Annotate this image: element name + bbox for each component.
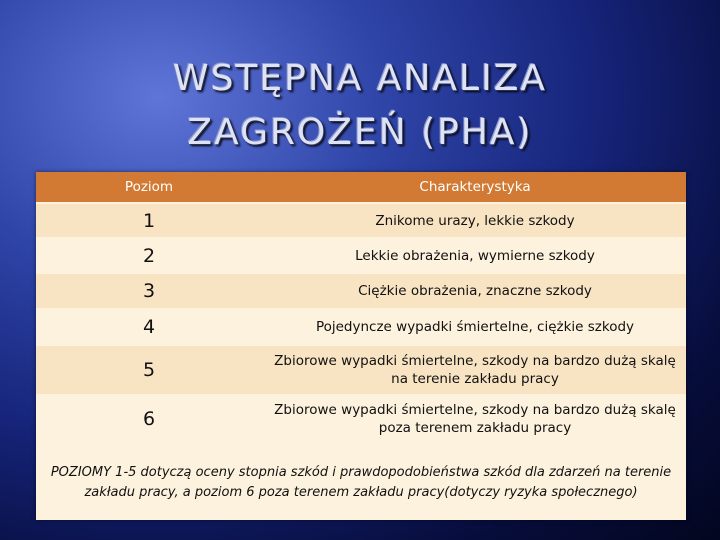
table-header bbox=[36, 172, 686, 202]
table-row bbox=[36, 346, 686, 394]
table-row bbox=[36, 396, 686, 442]
header-description: Charakterystyka bbox=[419, 179, 531, 195]
table-divider bbox=[36, 442, 686, 444]
row-level: 4 bbox=[142, 316, 156, 338]
table-row bbox=[36, 310, 686, 344]
row-description: Ciężkie obrażenia, znaczne szkody bbox=[358, 283, 592, 299]
row-description: Lekkie obrażenia, wymierne szkody bbox=[355, 247, 595, 264]
row-level: 6 bbox=[142, 408, 156, 430]
header-level: Poziom bbox=[124, 179, 174, 195]
row-description: Znikome urazy, lekkie szkody bbox=[375, 212, 575, 229]
table-row bbox=[36, 274, 686, 308]
row-description: Zbiorowe wypadki śmiertelne, szkody na bardzo dużą skalę poza terenem zakładu pracy bbox=[274, 402, 676, 436]
table-row bbox=[36, 204, 686, 237]
row-level: 5 bbox=[142, 359, 156, 381]
table-row bbox=[36, 239, 686, 272]
row-level: 3 bbox=[142, 280, 156, 302]
slide-title-line-2: ZAGROŻEŃ (PHA) bbox=[187, 112, 533, 153]
row-description: Zbiorowe wypadki śmiertelne, szkody na bardzo dużą skalę na terenie zakładu pracy bbox=[274, 353, 676, 387]
row-level: 2 bbox=[142, 244, 156, 267]
slide-title bbox=[0, 52, 720, 160]
slide-title-line-1: WSTĘPNA ANALIZA bbox=[172, 58, 548, 99]
hazard-level-table bbox=[36, 172, 686, 520]
row-level: 1 bbox=[142, 209, 156, 232]
row-description: Pojedyncze wypadki śmiertelne, ciężkie szkody bbox=[315, 319, 635, 335]
table-footnote: POZIOMY 1-5 dotyczą oceny stopnia szkód i prawdopodobieństwa szkód dla zdarzeń na terenie zakładu pracy, a poziom 6 poza terenem zakładu pracy(dotyczy ryzyka społecznego) bbox=[50, 465, 672, 500]
